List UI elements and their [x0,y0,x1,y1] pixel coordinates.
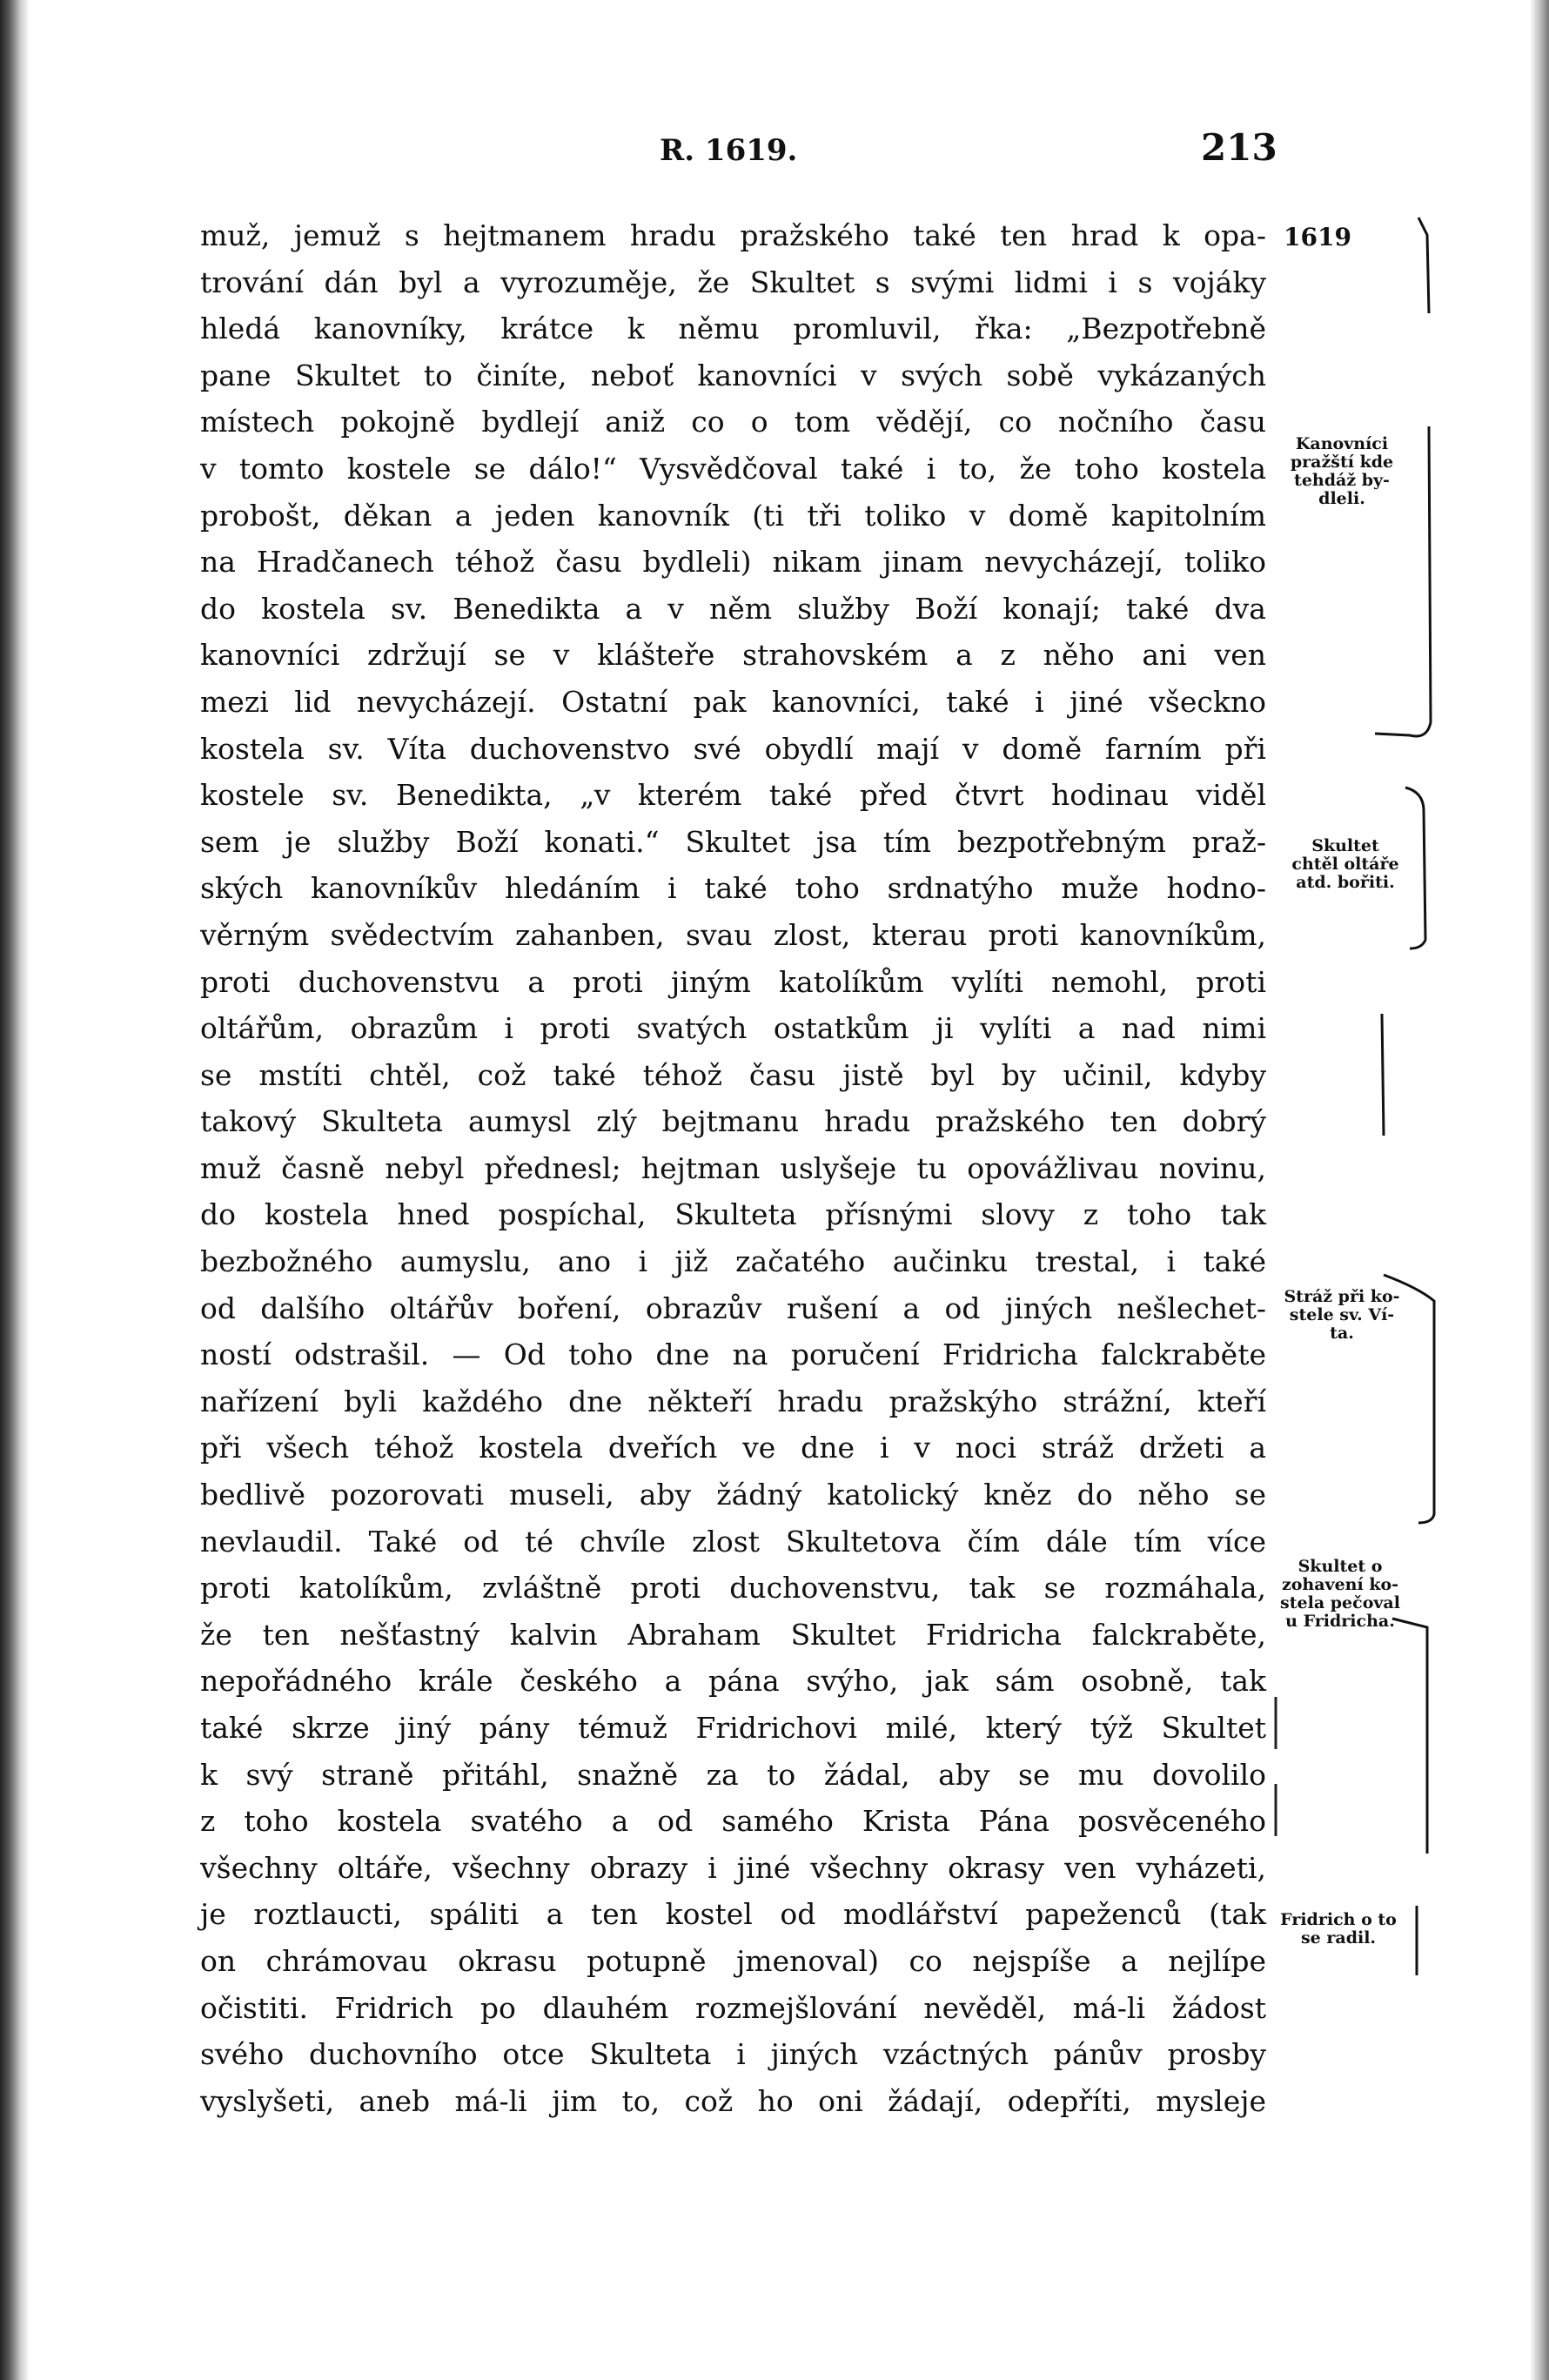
text-line: vyslyšeti, aneb má-li jim to, což ho oni žádají, odepříti, mysleje [200,2083,1266,2118]
text-line: při všech téhož kostela dveřích ve dne i v noci stráž držeti a [200,1431,1266,1465]
text-line: k svý straně přitáhl, snažně za to žádal, aby se mu dovolilo [200,1757,1266,1792]
text-line: probošt, děkan a jeden kanovník (ti tři toliko v domě kapitolním [200,498,1266,533]
text-line: nevlaudil. Také od té chvíle zlost Skultetova čím dále tím více [200,1524,1266,1559]
text-line: z toho kostela svatého a od samého Krista Pána posvěceného [200,1804,1266,1839]
margin-year: 1619 [1284,223,1351,251]
margin-note-line: Fridrich o to [1280,1910,1397,1929]
page-number: 213 [1201,126,1277,169]
text-line: místech pokojně bydlejí aniž co o tom vědějí, co nočního času [200,405,1266,439]
bracket-mark [1405,788,1425,949]
text-line: sem je služby Boží konati.“ Skultet jsa tím bezpotřebným praž- [200,824,1266,859]
margin-note-line: tehdáž by- [1294,471,1390,490]
margin-note-line: atd. bořiti. [1296,873,1395,892]
margin-note-line: stele sv. Ví- [1289,1305,1395,1324]
margin-note-line: zohavení ko- [1281,1575,1399,1594]
margin-note-line: stela pečoval [1280,1593,1400,1612]
margin-note-line: pražští kde [1290,453,1394,472]
marginal-brackets [1358,200,1453,2045]
text-line: věrným svědectvím zahanben, svau zlost, kterau proti kanovníkům, [200,917,1266,952]
text-line: kanovníci zdržují se v klášteře strahovském a z něho ani ven [200,638,1266,673]
text-margin-marks [1269,1688,1286,1897]
text-line: trování dán byl a vyrozuměje, že Skultet s svými lidmi i s vojáky [200,265,1266,299]
text-line: kostele sv. Benedikta, „v kterém také před čtvrt hodinau viděl [200,778,1266,813]
text-line: on chrámovau okrasu potupně jmenoval) co nejspíše a nejlípe [200,1943,1266,1978]
margin-note-line: dleli. [1318,489,1365,508]
text-line: je roztlaucti, spáliti a ten kostel od modlářství papeženců (tak [200,1897,1266,1932]
text-line: proti katolíkům, zvláštně proti duchovenstvu, tak se rozmáhala, [200,1571,1266,1606]
text-line: kostela sv. Víta duchovenstvo své obydlí mají v domě farním při [200,731,1266,766]
text-line: se mstíti chtěl, což také téhož času jistě byl by učinil, kdyby [200,1057,1266,1092]
text-line: proti duchovenstvu a proti jiným katolíkům vylíti nemohl, proti [200,964,1266,999]
text-line: na Hradčanech téhož času bydleli) nikam jinam nevycházejí, toliko [200,545,1266,580]
text-line: do kostela sv. Benedikta a v něm služby Boží konají; také dva [200,591,1266,626]
text-line: od dalšího oltářův boření, obrazův rušení a od jiných nešlechet- [200,1291,1266,1325]
text-line: bezbožného aumyslu, ano i již začatého aučinku trestal, i také [200,1244,1266,1279]
text-line: svého duchovního otce Skulteta i jiných vzáctných pánův prosby [200,2037,1266,2072]
text-line: oltářům, obrazům i proti svatých ostatkům ji vylíti a nad nimi [200,1011,1266,1046]
margin-note-line: Kanovníci [1295,434,1389,453]
text-line: nepořádného krále českého a pána svýho, jak sám osobně, tak [200,1664,1266,1699]
bracket-mark [1375,426,1431,736]
text-line: do kostela hned pospíchal, Skulteta přísnými slovy z toho tak [200,1197,1266,1232]
margin-note-line: Skultet [1311,836,1379,855]
margin-note-line: chtěl oltáře [1291,855,1399,874]
text-line: pane Skultet to činíte, neboť kanovníci v svých sobě vykázaných [200,358,1266,392]
scan-edge-right [1530,0,1549,2380]
bracket-mark [1418,218,1429,313]
text-line: ských kanovníkův hledáním i také toho srdnatýho muže hodno- [200,871,1266,906]
margin-note-line: ta. [1330,1324,1354,1343]
text-line: že ten nešťastný kalvin Abraham Skultet Fridricha falckraběte, [200,1617,1266,1652]
text-line: hledá kanovníky, krátce k němu promluvil, řka: „Bezpotřebně [200,312,1266,346]
bracket-mark [1384,1275,1434,1523]
text-line: bedlivě pozorovati museli, aby žádný katolický kněz do něho se [200,1478,1266,1512]
bracket-mark [1392,1619,1427,1854]
text-line: ností odstrašil. — Od toho dne na poručení Fridricha falckraběte [200,1337,1266,1372]
margin-note-line: Skultet o [1298,1557,1383,1576]
margin-note-line: Stráž při ko- [1284,1287,1400,1306]
text-line: také skrze jiný pány témuž Fridrichovi milé, který týž Skultet [200,1711,1266,1745]
text-line: nařízení byli každého dne někteří hradu pražskýho strážní, kteří [200,1384,1266,1418]
text-line: všechny oltáře, všechny obrazy i jiné všechny okrasy ven vyházeti, [200,1850,1266,1885]
body-text [200,212,1266,2124]
margin-note-line: u Fridricha. [1285,1612,1395,1631]
scan-edge-left [0,0,30,2380]
text-line: v tomto kostele se dálo!“ Vysvědčoval také i to, že toho kostela [200,451,1266,486]
text-line: takový Skulteta aumysl zlý bejtmanu hradu pražského ten dobrý [200,1104,1266,1139]
margin-note-line: se radil. [1300,1928,1377,1948]
page-header [0,126,1549,178]
text-line: muž časně nebyl přednesl; hejtman uslyšeje tu opovážlivau novinu, [200,1150,1266,1185]
bracket-mark [1382,1014,1384,1136]
text-line: očistiti. Fridrich po dlauhém rozmejšlování nevěděl, má-li žádost [200,1990,1266,2025]
text-line: muž, jemuž s hejtmanem hradu pražského také ten hrad k opa- [200,218,1266,252]
running-head: R. 1619. [660,133,798,168]
text-line: mezi lid nevycházejí. Ostatní pak kanovníci, také i jiné všeckno [200,684,1266,719]
